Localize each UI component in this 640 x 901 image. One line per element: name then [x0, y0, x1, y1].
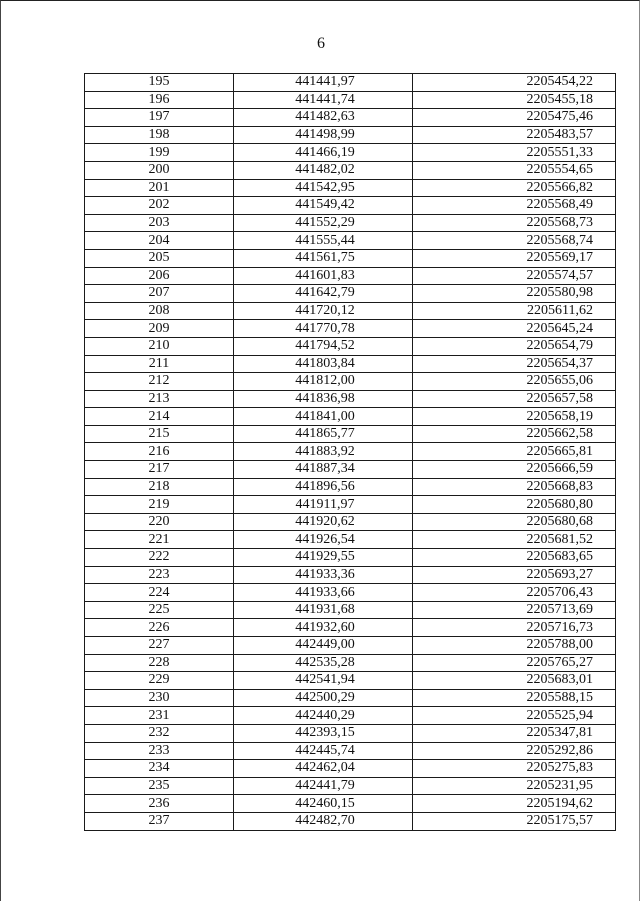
point-number-cell: 197 — [85, 109, 234, 127]
table-row — [85, 214, 616, 232]
y-coordinate-cell: 2205683,65 — [413, 549, 616, 567]
point-number-cell: 235 — [85, 777, 234, 795]
table-row — [85, 144, 616, 162]
table-row — [85, 91, 616, 109]
table-row — [85, 232, 616, 250]
x-coordinate-cell: 441482,63 — [234, 109, 413, 127]
point-number-cell: 225 — [85, 601, 234, 619]
table-row — [85, 672, 616, 690]
table-row — [85, 443, 616, 461]
x-coordinate-cell: 441555,44 — [234, 232, 413, 250]
y-coordinate-cell: 2205655,06 — [413, 373, 616, 391]
y-coordinate-cell: 2205275,83 — [413, 760, 616, 778]
y-coordinate-cell: 2205475,46 — [413, 109, 616, 127]
point-number-cell: 236 — [85, 795, 234, 813]
y-coordinate-cell: 2205455,18 — [413, 91, 616, 109]
point-number-cell: 207 — [85, 285, 234, 303]
y-coordinate-cell: 2205683,01 — [413, 672, 616, 690]
table-row — [85, 760, 616, 778]
point-number-cell: 223 — [85, 566, 234, 584]
x-coordinate-cell: 442441,79 — [234, 777, 413, 795]
table-row — [85, 584, 616, 602]
y-coordinate-cell: 2205716,73 — [413, 619, 616, 637]
x-coordinate-cell: 442449,00 — [234, 637, 413, 655]
y-coordinate-cell: 2205657,58 — [413, 390, 616, 408]
table-row — [85, 425, 616, 443]
point-number-cell: 220 — [85, 513, 234, 531]
y-coordinate-cell: 2205662,58 — [413, 425, 616, 443]
x-coordinate-cell: 441929,55 — [234, 549, 413, 567]
table-row — [85, 549, 616, 567]
point-number-cell: 211 — [85, 355, 234, 373]
point-number-cell: 231 — [85, 707, 234, 725]
x-coordinate-cell: 441720,12 — [234, 302, 413, 320]
point-number-cell: 229 — [85, 672, 234, 690]
point-number-cell: 237 — [85, 812, 234, 830]
x-coordinate-cell: 441482,02 — [234, 161, 413, 179]
y-coordinate-cell: 2205194,62 — [413, 795, 616, 813]
x-coordinate-cell: 442445,74 — [234, 742, 413, 760]
point-number-cell: 201 — [85, 179, 234, 197]
point-number-cell: 228 — [85, 654, 234, 672]
x-coordinate-cell: 441549,42 — [234, 197, 413, 215]
x-coordinate-cell: 441933,36 — [234, 566, 413, 584]
point-number-cell: 200 — [85, 161, 234, 179]
y-coordinate-cell: 2205580,98 — [413, 285, 616, 303]
y-coordinate-cell: 2205654,37 — [413, 355, 616, 373]
table-row — [85, 267, 616, 285]
x-coordinate-cell: 441887,34 — [234, 461, 413, 479]
x-coordinate-cell: 441552,29 — [234, 214, 413, 232]
x-coordinate-cell: 442393,15 — [234, 724, 413, 742]
point-number-cell: 199 — [85, 144, 234, 162]
point-number-cell: 212 — [85, 373, 234, 391]
y-coordinate-cell: 2205454,22 — [413, 74, 616, 92]
x-coordinate-cell: 441932,60 — [234, 619, 413, 637]
x-coordinate-cell: 441642,79 — [234, 285, 413, 303]
table-row — [85, 637, 616, 655]
x-coordinate-cell: 441803,84 — [234, 355, 413, 373]
x-coordinate-cell: 442535,28 — [234, 654, 413, 672]
y-coordinate-cell: 2205681,52 — [413, 531, 616, 549]
y-coordinate-cell: 2205665,81 — [413, 443, 616, 461]
point-number-cell: 233 — [85, 742, 234, 760]
y-coordinate-cell: 2205483,57 — [413, 126, 616, 144]
table-row — [85, 355, 616, 373]
table-row — [85, 566, 616, 584]
y-coordinate-cell: 2205693,27 — [413, 566, 616, 584]
y-coordinate-cell: 2205706,43 — [413, 584, 616, 602]
y-coordinate-cell: 2205574,57 — [413, 267, 616, 285]
table-row — [85, 197, 616, 215]
table-row — [85, 249, 616, 267]
table-row — [85, 619, 616, 637]
y-coordinate-cell: 2205568,49 — [413, 197, 616, 215]
point-number-cell: 203 — [85, 214, 234, 232]
page-number: 6 — [317, 35, 325, 52]
table-row — [85, 408, 616, 426]
y-coordinate-cell: 2205566,82 — [413, 179, 616, 197]
table-row — [85, 812, 616, 830]
x-coordinate-cell: 441601,83 — [234, 267, 413, 285]
y-coordinate-cell: 2205551,33 — [413, 144, 616, 162]
table-row — [85, 337, 616, 355]
y-coordinate-cell: 2205611,62 — [413, 302, 616, 320]
table-row — [85, 285, 616, 303]
y-coordinate-cell: 2205713,69 — [413, 601, 616, 619]
table-row — [85, 161, 616, 179]
x-coordinate-cell: 441812,00 — [234, 373, 413, 391]
y-coordinate-cell: 2205347,81 — [413, 724, 616, 742]
point-number-cell: 204 — [85, 232, 234, 250]
table-row — [85, 179, 616, 197]
table-row — [85, 390, 616, 408]
table-row — [85, 795, 616, 813]
x-coordinate-cell: 442541,94 — [234, 672, 413, 690]
point-number-cell: 214 — [85, 408, 234, 426]
y-coordinate-cell: 2205668,83 — [413, 478, 616, 496]
point-number-cell: 202 — [85, 197, 234, 215]
point-number-cell: 198 — [85, 126, 234, 144]
y-coordinate-cell: 2205645,24 — [413, 320, 616, 338]
x-coordinate-cell: 441841,00 — [234, 408, 413, 426]
table-row — [85, 74, 616, 92]
x-coordinate-cell: 442500,29 — [234, 689, 413, 707]
y-coordinate-cell: 2205175,57 — [413, 812, 616, 830]
point-number-cell: 234 — [85, 760, 234, 778]
y-coordinate-cell: 2205765,27 — [413, 654, 616, 672]
x-coordinate-cell: 442460,15 — [234, 795, 413, 813]
x-coordinate-cell: 441920,62 — [234, 513, 413, 531]
table-row — [85, 707, 616, 725]
y-coordinate-cell: 2205292,86 — [413, 742, 616, 760]
y-coordinate-cell: 2205568,74 — [413, 232, 616, 250]
y-coordinate-cell: 2205588,15 — [413, 689, 616, 707]
point-number-cell: 221 — [85, 531, 234, 549]
table-row — [85, 724, 616, 742]
x-coordinate-cell: 441498,99 — [234, 126, 413, 144]
table-row — [85, 478, 616, 496]
x-coordinate-cell: 441441,74 — [234, 91, 413, 109]
table-row — [85, 689, 616, 707]
coordinates-table-body — [85, 74, 616, 831]
y-coordinate-cell: 2205569,17 — [413, 249, 616, 267]
x-coordinate-cell: 441561,75 — [234, 249, 413, 267]
x-coordinate-cell: 441926,54 — [234, 531, 413, 549]
x-coordinate-cell: 441933,66 — [234, 584, 413, 602]
x-coordinate-cell: 441466,19 — [234, 144, 413, 162]
point-number-cell: 224 — [85, 584, 234, 602]
y-coordinate-cell: 2205231,95 — [413, 777, 616, 795]
y-coordinate-cell: 2205666,59 — [413, 461, 616, 479]
x-coordinate-cell: 441911,97 — [234, 496, 413, 514]
table-row — [85, 461, 616, 479]
y-coordinate-cell: 2205658,19 — [413, 408, 616, 426]
y-coordinate-cell: 2205554,65 — [413, 161, 616, 179]
point-number-cell: 213 — [85, 390, 234, 408]
x-coordinate-cell: 442482,70 — [234, 812, 413, 830]
point-number-cell: 205 — [85, 249, 234, 267]
point-number-cell: 219 — [85, 496, 234, 514]
table-row — [85, 109, 616, 127]
table-row — [85, 742, 616, 760]
point-number-cell: 226 — [85, 619, 234, 637]
y-coordinate-cell: 2205654,79 — [413, 337, 616, 355]
point-number-cell: 218 — [85, 478, 234, 496]
x-coordinate-cell: 441794,52 — [234, 337, 413, 355]
table-row — [85, 373, 616, 391]
point-number-cell: 217 — [85, 461, 234, 479]
point-number-cell: 216 — [85, 443, 234, 461]
point-number-cell: 227 — [85, 637, 234, 655]
point-number-cell: 215 — [85, 425, 234, 443]
point-number-cell: 209 — [85, 320, 234, 338]
point-number-cell: 232 — [85, 724, 234, 742]
x-coordinate-cell: 441836,98 — [234, 390, 413, 408]
table-row — [85, 126, 616, 144]
y-coordinate-cell: 2205680,80 — [413, 496, 616, 514]
table-row — [85, 654, 616, 672]
table-row — [85, 496, 616, 514]
point-number-cell: 222 — [85, 549, 234, 567]
x-coordinate-cell: 441770,78 — [234, 320, 413, 338]
coordinates-table — [84, 73, 616, 831]
table-row — [85, 320, 616, 338]
point-number-cell: 195 — [85, 74, 234, 92]
point-number-cell: 208 — [85, 302, 234, 320]
x-coordinate-cell: 442440,29 — [234, 707, 413, 725]
point-number-cell: 196 — [85, 91, 234, 109]
table-row — [85, 601, 616, 619]
table-row — [85, 777, 616, 795]
y-coordinate-cell: 2205788,00 — [413, 637, 616, 655]
x-coordinate-cell: 441441,97 — [234, 74, 413, 92]
y-coordinate-cell: 2205525,94 — [413, 707, 616, 725]
point-number-cell: 210 — [85, 337, 234, 355]
point-number-cell: 206 — [85, 267, 234, 285]
x-coordinate-cell: 441883,92 — [234, 443, 413, 461]
table-row — [85, 302, 616, 320]
x-coordinate-cell: 441542,95 — [234, 179, 413, 197]
table-row — [85, 513, 616, 531]
y-coordinate-cell: 2205680,68 — [413, 513, 616, 531]
table-row — [85, 531, 616, 549]
x-coordinate-cell: 441896,56 — [234, 478, 413, 496]
x-coordinate-cell: 441931,68 — [234, 601, 413, 619]
y-coordinate-cell: 2205568,73 — [413, 214, 616, 232]
point-number-cell: 230 — [85, 689, 234, 707]
x-coordinate-cell: 442462,04 — [234, 760, 413, 778]
x-coordinate-cell: 441865,77 — [234, 425, 413, 443]
